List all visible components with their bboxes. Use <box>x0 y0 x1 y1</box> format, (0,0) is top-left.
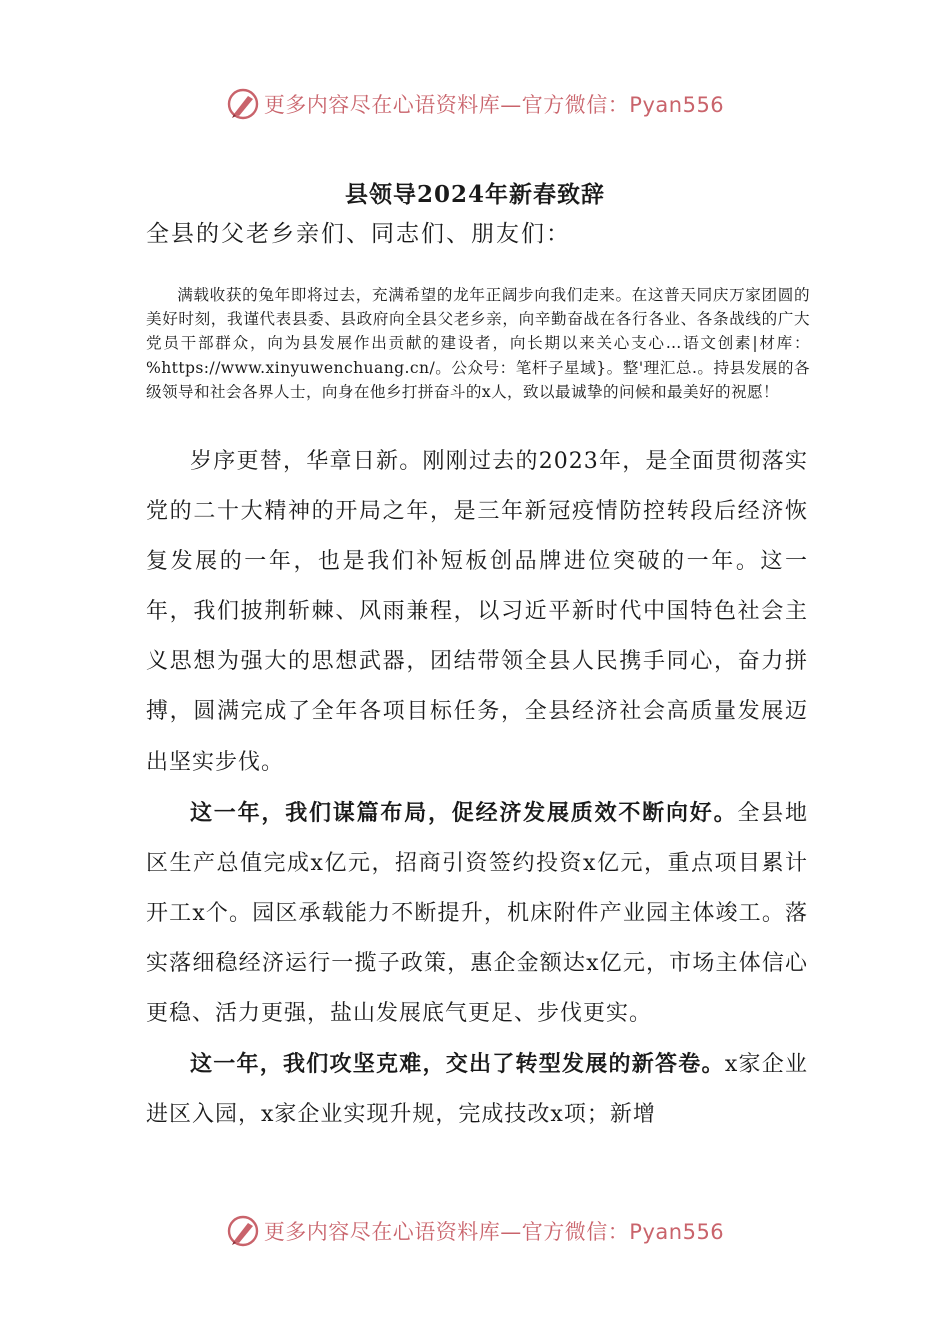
paragraph-text: x家企业进区入园，x家企业实现升规，完成技改x项；新增 <box>146 1052 808 1128</box>
pen-logo-icon <box>226 87 260 121</box>
paragraph-review <box>146 437 808 788</box>
header-banner-text: 更多内容尽在心语资料库—官方微信：Pyan556 <box>263 93 725 117</box>
body-text <box>146 437 808 1140</box>
intro-paragraph: 满载收获的兔年即将过去，充满希望的龙年正阔步向我们走来。在这普天同庆万家团圆的美好时刻，我谨代表县委、县政府向全县父老乡亲，向辛勤奋战在各行各业、各条战线的广大党员干部群众，向为县发展作出贡献的建设者，向长期以来关心支心…语文创素|材库：%https://www.xinyuwenchuang.cn/。公众号：笔杆子星域}。整'理汇总.。持县发展的各级领导和社会各界人士，向身在他乡打拼奋斗的x人，致以最诚挚的问候和最美好的祝愿！ <box>146 286 810 401</box>
paragraph-economy <box>146 788 808 1039</box>
footer-banner <box>0 1211 950 1251</box>
document-title: 县领导2024年新春致辞 <box>344 181 605 208</box>
paragraph-text: 全县地区生产总值完成x亿元，招商引资签约投资x亿元，重点项目累计开工x个。园区承载能力不断提升，机床附件产业园主体竣工。落实落细稳经济运行一揽子政策，惠企金额达x亿元，市场主体信心更稳、活力更强，盐山发展底气更足、步伐更实。 <box>146 800 808 1027</box>
paragraph-lead: 这一年，我们谋篇布局，促经济发展质效不断向好。 <box>190 799 738 826</box>
paragraph-transformation <box>146 1039 808 1140</box>
footer-banner-text: 更多内容尽在心语资料库—官方微信：Pyan556 <box>263 1220 725 1244</box>
salutation: 全县的父老乡亲们、同志们、朋友们： <box>146 221 571 247</box>
header-banner <box>0 84 950 124</box>
paragraph-text: 岁序更替，华章日新。刚刚过去的2023年，是全面贯彻落实党的二十大精神的开局之年，是三年新冠疫情防控转段后经济恢复发展的一年，也是我们补短板创品牌进位突破的一年。这一年，我们披荆斩棘、风雨兼程，以习近平新时代中国特色社会主义思想为强大的思想武器，团结带领全县人民携手同心，奋力拼搏，圆满完成了全年各项目标任务，全县经济社会高质量发展迈出坚实步伐。 <box>146 449 808 775</box>
paragraph-lead: 这一年，我们攻坚克难，交出了转型发展的新答卷。 <box>190 1051 725 1078</box>
pen-logo-icon <box>226 1214 260 1248</box>
